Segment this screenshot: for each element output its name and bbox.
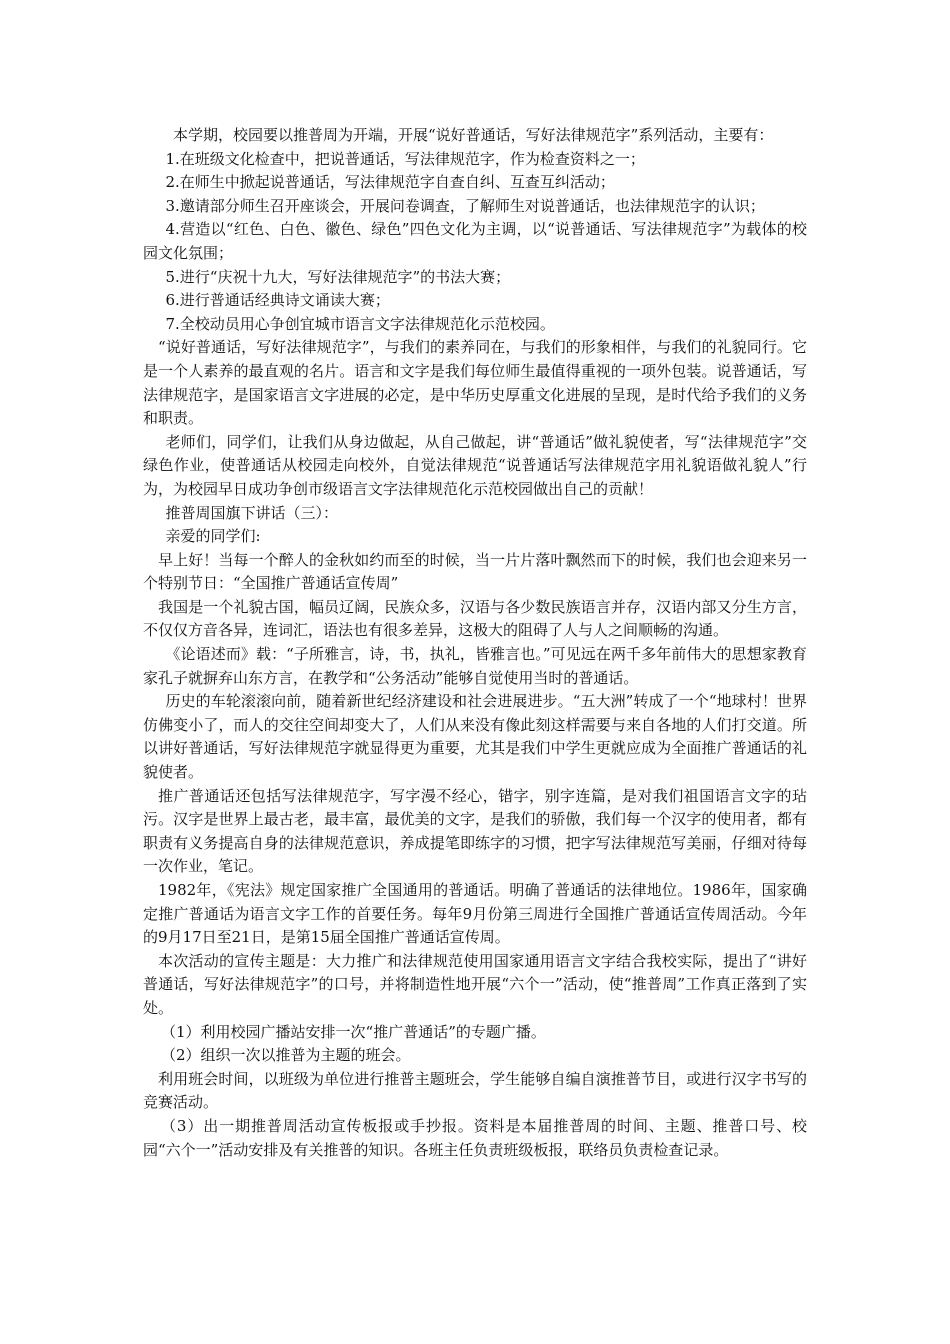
paragraph: “说好普通话，写好法律规范字”，与我们的素养同在，与我们的形象相伴，与我们的礼貌同行。它是一个人素养的最直观的名片。语言和文字是我们每位师生最值得重视的一项外包装。说普通话，写法律规范字，是国家语言文字进展的必定，是中华历史厚重文化进展的呈现，是时代给予我们的义务和职责。 <box>143 338 807 428</box>
paragraph: 本次活动的宣传主题是：大力推广和法律规范使用国家通用语言文字结合我校实际，提出了“讲好普通话，写好法律规范字”的口号，并将制造性地开展“六个一”活动，使“推普周”工作真正落到了实处。 <box>143 951 807 1017</box>
section-heading: 推普周国旗下讲话（三）： <box>165 503 339 522</box>
paragraph: 老师们，同学们，让我们从身边做起，从自己做起，讲“普通话”做礼貌使者，写“法律规范字”交绿色作业，使普通话从校园走向校外，自觉法律规范“说普通话写法律规范字用礼貌语做礼貌人”行为，为校园早日成功争创市级语言文字法律规范化示范校园做出自己的贡献！ <box>143 432 807 498</box>
paragraph: 利用班会时间，以班级为单位进行推普主题班会，学生能够自编自演推普节目，或进行汉字书写的竞赛活动。 <box>143 1069 807 1112</box>
list-item-4: 4.营造以“红色、白色、徽色、绿色”四色文化为主调，以“说普通话、写法律规范字”为载体的校园文化氛围； <box>143 220 807 262</box>
paragraph: 1982年，《宪法》规定国家推广全国通用的普通话。明确了普通话的法律地位。1986年，国家确定推广普通话为语言文字工作的首要任务。每年9月份第三周进行全国推广普通话宣传周活动。今年的9月17日至21日，是第15届全国推广普通话宣传周。 <box>143 881 807 947</box>
list-item-6: 6.进行普通话经典诗文诵读大赛； <box>165 291 390 310</box>
document-page <box>143 124 807 1162</box>
paragraph: 《论语述而》载：“子所雅言，诗，书，执礼，皆雅言也。”可见远在两千多年前伟大的思想家教育家孔子就摒弃山东方言，在教学和“公务活动”能够自觉使用当时的普通话。 <box>143 645 807 687</box>
activity-item-1: （1）利用校园广播站安排一次“推广普通话”的专题广播。 <box>161 1022 546 1041</box>
list-item-2: 2.在师生中掀起说普通话，写法律规范字自查自纠、互查互纠活动； <box>165 173 615 192</box>
list-item-5: 5.进行“庆祝十九大，写好法律规范字”的书法大赛； <box>165 267 511 286</box>
list-item-7: 7.全校动员用心争创宜城市语言文字法律规范化示范校园。 <box>165 314 555 333</box>
salutation: 亲爱的同学们: <box>165 527 261 546</box>
activity-item-3: （3）出一期推普周活动宣传板报或手抄报。资料是本届推普周的时间、主题、推普口号、校园“六个一”活动安排及有关推普的知识。各班主任负责班级板报，联络员负责检查记录。 <box>143 1116 807 1159</box>
paragraph-intro: 本学期，校园要以推普周为开端，开展“说好普通话，写好法律规范字”系列活动，主要有： <box>173 126 774 144</box>
list-item-1: 1.在班级文化检查中，把说普通话，写法律规范字，作为检查资料之一； <box>165 149 645 168</box>
paragraph: 早上好！当每一个醉人的金秋如约而至的时候，当一片片落叶飘然而下的时候，我们也会迎来另一个特别节日：“全国推广普通话宣传周” <box>143 550 807 593</box>
paragraph: 我国是一个礼貌古国，幅员辽阔，民族众多，汉语与各少数民族语言并存，汉语内部又分生方言，不仅仅方音各异，连词汇，语法也有很多差异，这极大的阻碍了人与人之间顺畅的沟通。 <box>143 597 807 640</box>
list-item-3: 3.邀请部分师生召开座谈会，开展问卷调查，了解师生对说普通话，也法律规范字的认识； <box>165 196 765 215</box>
paragraph: 历史的车轮滚滚向前，随着新世纪经济建设和社会进展进步。“五大洲”转成了一个“地球村！世界仿佛变小了，而人的交往空间却变大了，人们从来没有像此刻这样需要与来自各地的人们打交道。所以讲好普通话，写好法律规范字就显得更为重要，尤其是我们中学生更就应成为全面推广普通话的礼貌使者。 <box>143 692 807 782</box>
activity-item-2: （2）组织一次以推普为主题的班会。 <box>161 1046 411 1065</box>
paragraph: 推广普通话还包括写法律规范字，写字漫不经心，错字，别字连篇，是对我们祖国语言文字的玷污。汉字是世界上最古老，最丰富，最优美的文字，是我们的骄傲，我们每一个汉字的使用者，都有职责有义务提高自身的法律规范意识，养成提笔即练字的习惯，把字写法律规范写美丽，仔细对待每一次作业，笔记。 <box>143 786 807 876</box>
